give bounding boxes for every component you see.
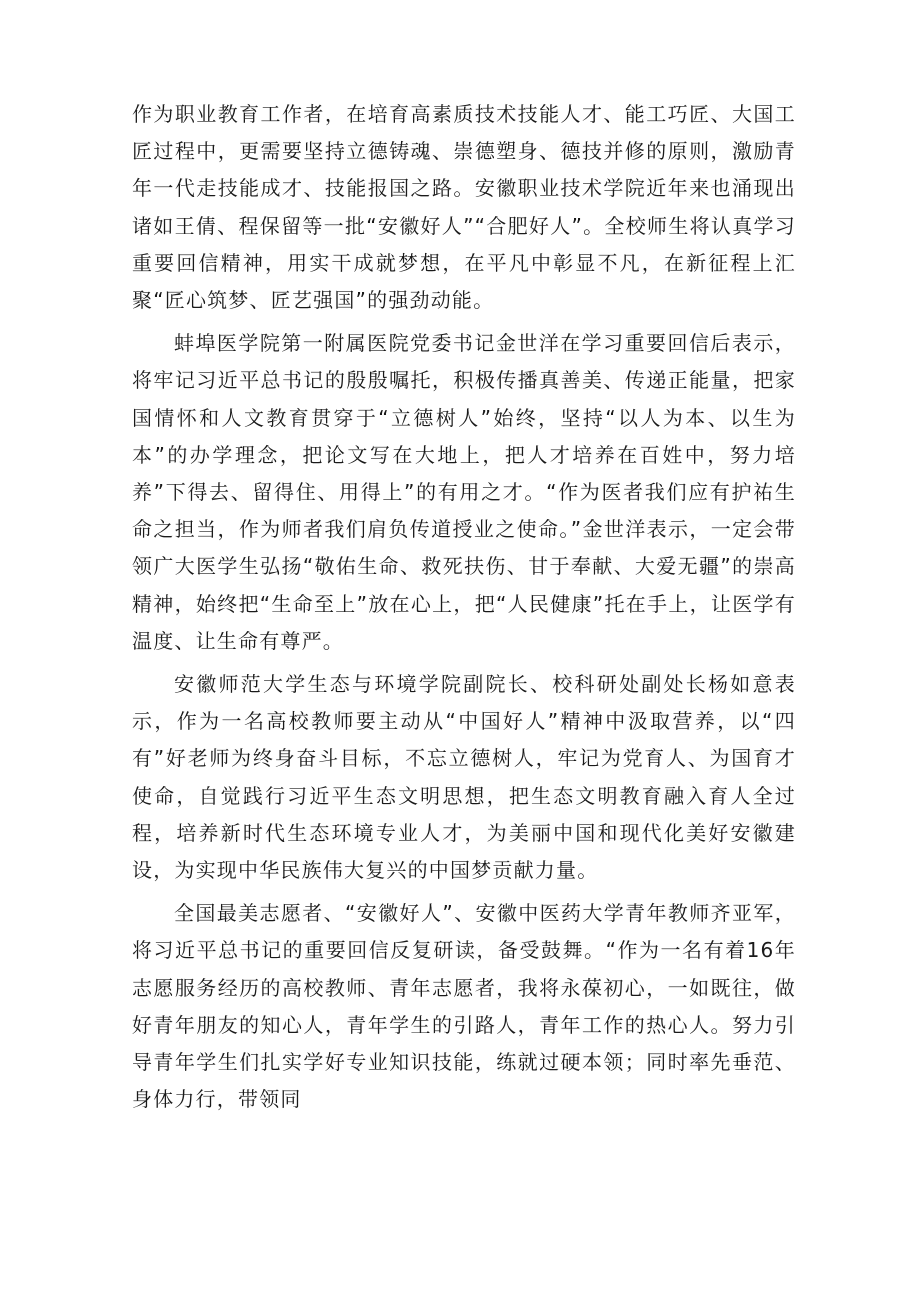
paragraph-anhui-normal: 安徽师范大学生态与环境学院副院长、校科研处副处长杨如意表示，作为一名高校教师要主动从“中国好人”精神中汲取营养，以“四有”好老师为终身奋斗目标，不忘立德树人，牢记为党育人、为国育才使命，自觉践行习近平生态文明思想，把生态文明教育融入育人全过程，培养新时代生态环境专业人才，为美丽中国和现代化美好安徽建设，为实现中华民族伟大复兴的中国梦贡献力量。 <box>132 672 796 883</box>
document-body <box>132 96 796 1124</box>
paragraph-bengbu-medical: 蚌埠医学院第一附属医院党委书记金世洋在学习重要回信后表示，将牢记习近平总书记的殷殷嘱托，积极传播真善美、传递正能量，把家国情怀和人文教育贯穿于“立德树人”始终，坚持“以人为本、以生为本”的办学理念，把论文写在大地上，把人才培养在百姓中，努力培养”下得去、留得住、用得上”的有用之才。“作为医者我们应有护祐生命之担当，作为师者我们肩负传道授业之使命。”金世洋表示，一定会带领广大医学生弘扬“敬佑生命、救死扶伤、甘于奉献、大爱无疆”的崇高精神，始终把“生命至上”放在心上，把“人民健康”托在手上，让医学有温度、让生命有尊严。 <box>132 331 796 653</box>
paragraph-vocational-education: 作为职业教育工作者，在培育高素质技术技能人才、能工巧匠、大国工匠过程中，更需要坚持立德铸魂、崇德塑身、德技并修的原则，激励青年一代走技能成才、技能报国之路。安徽职业技术学院近年来也涌现出诸如王倩、程保留等一批“安徽好人”“合肥好人”。全校师生将认真学习重要回信精神，用实干成就梦想，在平凡中彰显不凡，在新征程上汇聚“匠心筑梦、匠艺强国”的强劲动能。 <box>132 102 796 313</box>
paragraph-volunteer-teacher: 全国最美志愿者、“安徽好人”、安徽中医药大学青年教师齐亚军，将习近平总书记的重要回信反复研读，备受鼓舞。“作为一名有着16年志愿服务经历的高校教师、青年志愿者，我将永葆初心，一如既往，做好青年朋友的知心人，青年学生的引路人，青年工作的热心人。努力引导青年学生们扎实学好专业知识技能，练就过硬本领；同时率先垂范、身体力行，带领同 <box>132 901 796 1112</box>
